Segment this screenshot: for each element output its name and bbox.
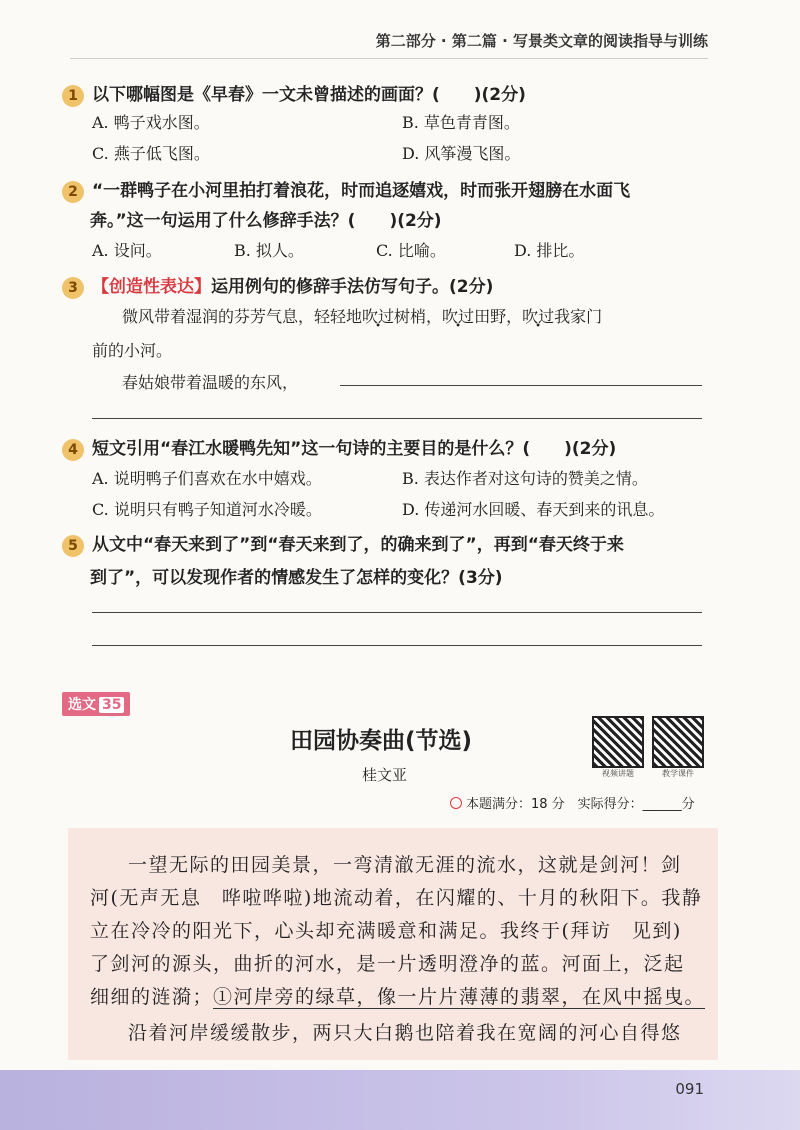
passage-line: 了剑河的源头，曲折的河水，是一片透明澄净的蓝。河面上，泛起 — [90, 953, 685, 975]
question-number-badge: 4 — [62, 439, 84, 461]
passage-line: 河(无声无息 哗啦哗啦)地流动着，在闪耀的、十月的秋阳下。我静 — [90, 887, 703, 909]
qr-code-icon[interactable] — [592, 716, 644, 768]
qr-courseware[interactable] — [652, 716, 704, 779]
question-1 — [62, 80, 526, 107]
footer-band — [0, 1070, 800, 1130]
question-text: 运用例句的修辞手法仿写句子。(2分) — [211, 277, 494, 297]
question-number-badge: 5 — [62, 535, 84, 557]
answer-line[interactable] — [340, 385, 702, 386]
clock-icon — [450, 797, 462, 809]
score-line: 本题满分：18 分 实际得分：______分 — [450, 793, 695, 812]
question-text: 以下哪幅图是《早春》一文未曾描述的画面？( )(2分) — [92, 85, 526, 105]
passage-line: 立在冷冷的阳光下，心头却充满暖意和满足。我终于(拜访 见到) — [90, 920, 682, 942]
question-5 — [62, 530, 624, 557]
option-c: C. 比喻。 — [376, 241, 446, 260]
question-text: “一群鸭子在小河里拍打着浪花，时而追逐嬉戏，时而张开翅膀在水面飞 — [92, 181, 631, 201]
passage-line: 一望无际的田园美景，一弯清澈无涯的流水，这就是剑河！剑 — [128, 854, 682, 876]
emphasis-dots: 吹过 — [442, 307, 475, 326]
question-text-continued: 到了”，可以发现作者的情感发生了怎样的变化？(3分) — [90, 568, 503, 588]
question-text: 短文引用“春江水暖鸭先知”这一句诗的主要目的是什么？( )(2分) — [92, 439, 617, 459]
passage-line: 细细的涟漪；①河岸旁的绿草，像一片片薄薄的翡翠，在风中摇曳。 — [90, 986, 706, 1008]
emphasis-dots: 吹过 — [522, 307, 555, 326]
option-d: D. 排比。 — [514, 241, 585, 260]
option-d: D. 风筝漫飞图。 — [402, 144, 521, 163]
option-a: A. 鸭子戏水图。 — [92, 113, 210, 132]
example-sentence-continued: 前的小河。 — [92, 341, 173, 360]
question-4 — [62, 434, 616, 461]
running-header: 第二部分 · 第二篇 · 写景类文章的阅读指导与训练 — [375, 32, 708, 50]
option-a: A. 说明鸭子们喜欢在水中嬉戏。 — [92, 469, 322, 488]
question-number-badge: 3 — [62, 277, 84, 299]
option-d: D. 传递河水回暖、春天到来的讯息。 — [402, 500, 665, 519]
option-b: B. 草色青青图。 — [402, 113, 520, 132]
selection-number: 35 — [99, 697, 124, 713]
imitation-prompt: 春姑娘带着温暖的东风， — [122, 373, 299, 392]
option-c: C. 燕子低飞图。 — [92, 144, 210, 163]
example-sentence: 微风带着湿润的芬芳气息，轻轻地吹过树梢，吹过田野，吹过我家门 — [122, 307, 603, 326]
question-text-continued: 奔。”这一句运用了什么修辞手法？( )(2分) — [90, 211, 442, 231]
option-c: C. 说明只有鸭子知道河水冷暖。 — [92, 500, 322, 519]
option-a: A. 设问。 — [92, 241, 162, 260]
question-number-badge: 1 — [62, 85, 84, 107]
emphasis-dots: 吹过 — [362, 307, 395, 326]
question-text: 从文中“春天来到了”到“春天来到了，的确来到了”，再到“春天终于来 — [92, 535, 624, 555]
answer-line[interactable] — [92, 418, 702, 419]
qr-code-icon[interactable] — [652, 716, 704, 768]
question-3 — [62, 272, 493, 299]
option-b: B. 拟人。 — [234, 241, 304, 260]
selection-badge: 选文 35 — [62, 692, 130, 716]
page-number: 091 — [675, 1080, 704, 1098]
passage-box — [68, 828, 718, 1060]
qr-caption: 视频讲题 — [602, 769, 634, 778]
option-b: B. 表达作者对这句诗的赞美之情。 — [402, 469, 648, 488]
qr-caption: 教学课件 — [662, 769, 694, 778]
question-tag: 【创造性表达】 — [92, 277, 211, 297]
answer-line[interactable] — [92, 645, 702, 646]
header-divider — [70, 58, 708, 59]
question-number-badge: 2 — [62, 181, 84, 203]
passage-author: 桂文亚 — [362, 766, 408, 784]
answer-line[interactable] — [92, 612, 702, 613]
question-2 — [62, 176, 630, 203]
passage-line: 沿着河岸缓缓散步，两只大白鹅也陪着我在宽阔的河心自得悠 — [128, 1022, 682, 1044]
underlined-sentence: ①河岸旁的绿草，像一片片薄薄的翡翠，在风中摇曳。 — [213, 986, 706, 1008]
passage-title: 田园协奏曲(节选) — [290, 728, 473, 754]
qr-video[interactable] — [592, 716, 644, 779]
